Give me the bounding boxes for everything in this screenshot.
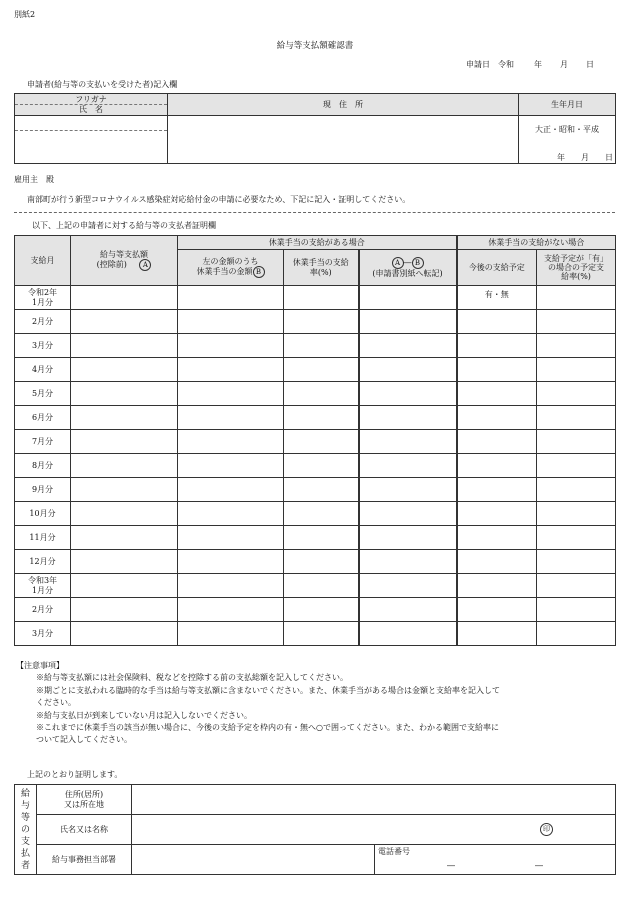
future-cell[interactable] <box>457 550 537 574</box>
mark-a-icon: A <box>139 259 151 271</box>
future-cell[interactable] <box>457 310 537 334</box>
future-cell[interactable] <box>457 286 537 310</box>
month-cell <box>15 622 71 646</box>
diff-cell[interactable] <box>359 334 457 358</box>
table-row <box>15 478 616 502</box>
table-row <box>15 406 616 430</box>
diff-cell[interactable] <box>359 478 457 502</box>
allowance-cell[interactable] <box>178 430 284 454</box>
employer-salutation: 雇用主 殿 <box>14 175 54 184</box>
furigana-name-field[interactable] <box>15 116 168 164</box>
allowance-cell[interactable] <box>178 502 284 526</box>
future-rate-cell[interactable] <box>537 286 616 310</box>
table-row <box>15 382 616 406</box>
future-cell[interactable] <box>457 502 537 526</box>
month-cell <box>15 454 71 478</box>
phone-dash-1: ― <box>447 860 455 870</box>
future-rate-cell[interactable] <box>537 622 616 646</box>
note-4: ※これまでに休業手当の該当が無い場合に、今後の支給予定を枠内の有・無へ○で囲ってください。また、わかる範囲で支給率に <box>36 723 499 733</box>
rate-cell[interactable] <box>284 454 359 478</box>
request-date-label: 申請日 <box>466 60 490 69</box>
salary-cell[interactable] <box>71 574 178 598</box>
col-rate-l1: 休業手当の支給 <box>292 258 349 268</box>
address-header: 現 住 所 <box>168 94 519 116</box>
payer-side-char: 等 <box>20 812 30 823</box>
future-rate-cell[interactable] <box>537 526 616 550</box>
request-date-month: 月 <box>560 60 568 69</box>
month-cell <box>15 550 71 574</box>
diff-cell[interactable] <box>359 574 457 598</box>
rate-cell[interactable] <box>284 550 359 574</box>
future-rate-cell[interactable] <box>537 406 616 430</box>
rate-cell[interactable] <box>284 382 359 406</box>
future-rate-cell[interactable] <box>537 574 616 598</box>
yes-no-choice[interactable]: 有・無 <box>484 290 509 299</box>
future-cell[interactable] <box>457 358 537 382</box>
salary-cell[interactable] <box>71 286 178 310</box>
allowance-cell[interactable] <box>178 406 284 430</box>
salary-cell[interactable] <box>71 358 178 382</box>
month-cell <box>15 430 71 454</box>
diff-cell[interactable] <box>359 622 457 646</box>
diff-cell[interactable] <box>359 382 457 406</box>
diff-cell[interactable] <box>359 454 457 478</box>
allowance-cell[interactable] <box>178 478 284 502</box>
col-future-rate-l3: 給率(%) <box>561 272 591 282</box>
month-label: 2月分 <box>31 604 54 614</box>
rate-cell[interactable] <box>284 526 359 550</box>
birth-day: 日 <box>605 152 613 162</box>
month-cell <box>15 406 71 430</box>
request-date-day: 日 <box>586 60 594 69</box>
table-row <box>15 334 616 358</box>
notes-heading: 【注意事項】 <box>16 661 64 670</box>
address-field[interactable] <box>168 116 519 164</box>
diff-cell[interactable] <box>359 430 457 454</box>
salary-cell[interactable] <box>71 550 178 574</box>
attachment-label: 別紙2 <box>14 10 36 19</box>
rate-cell[interactable] <box>284 598 359 622</box>
diff-cell[interactable] <box>359 406 457 430</box>
applicant-section-title: 申請者(給与等の支払いを受けた者)記入欄 <box>27 80 178 89</box>
month-label: 7月分 <box>31 436 54 446</box>
salary-cell[interactable] <box>71 622 178 646</box>
month-label: 9月分 <box>31 484 54 494</box>
month-cell <box>15 382 71 406</box>
month-label-sub: 1月分 <box>31 297 54 307</box>
rate-cell[interactable] <box>284 430 359 454</box>
note-4-cont: ついて記入してください。 <box>36 735 132 745</box>
table-row <box>15 574 616 598</box>
payer-side-char: 給 <box>20 788 30 799</box>
future-rate-cell[interactable] <box>537 502 616 526</box>
col-month-header: 支給月 <box>15 236 71 286</box>
request-date-era: 令和 <box>498 60 514 69</box>
diff-cell[interactable] <box>359 550 457 574</box>
month-cell <box>15 574 71 598</box>
mark-b-diff-icon: B <box>412 257 424 269</box>
diff-cell[interactable] <box>359 598 457 622</box>
note-3: ※給与支払日が到来していない月は記入しないでください。 <box>36 710 252 720</box>
payer-side-char: 払 <box>20 848 30 859</box>
furigana-label: フリガナ <box>15 95 167 105</box>
future-cell[interactable] <box>457 430 537 454</box>
month-label: 10月分 <box>29 508 56 518</box>
col-future-rate-l2: の場合の予定支 <box>548 262 604 272</box>
phone-label: 電話番号 <box>378 847 410 856</box>
salary-cell[interactable] <box>71 502 178 526</box>
table-row <box>15 502 616 526</box>
future-cell[interactable] <box>457 598 537 622</box>
payer-side-char: 者 <box>20 860 30 871</box>
table-row <box>15 622 616 646</box>
month-label-sub: 1月分 <box>31 585 54 595</box>
rate-cell[interactable] <box>284 622 359 646</box>
note-2-cont: ください。 <box>36 698 76 708</box>
col-salary-l2: (控除前) <box>96 260 127 270</box>
month-label: 5月分 <box>31 388 54 398</box>
col-rate-l2: 率(%) <box>309 267 332 277</box>
future-cell[interactable] <box>457 334 537 358</box>
future-cell[interactable] <box>457 622 537 646</box>
col-salary-header <box>71 236 178 286</box>
month-cell <box>15 286 71 310</box>
rate-cell[interactable] <box>284 574 359 598</box>
allowance-cell[interactable] <box>178 334 284 358</box>
month-label: 令和2年 <box>27 288 58 298</box>
birth-field[interactable] <box>519 116 616 164</box>
request-text: 南部町が行う新型コロナウイルス感染症対応給付金の申請に必要なため、下記に記入・証明してください。 <box>27 195 411 204</box>
payer-name-label: 氏名又は名称 <box>37 815 132 845</box>
allowance-cell[interactable] <box>178 574 284 598</box>
col-allowance-l1: 左の金額のうち <box>202 256 259 266</box>
seal-icon: 印 <box>540 823 553 836</box>
future-rate-cell[interactable] <box>537 478 616 502</box>
payer-address-label <box>37 785 132 815</box>
salary-table <box>14 235 616 646</box>
phone-dash-2: ― <box>535 860 543 870</box>
salary-cell[interactable] <box>71 382 178 406</box>
month-cell <box>15 526 71 550</box>
salary-cell[interactable] <box>71 598 178 622</box>
request-date-year: 年 <box>534 60 542 69</box>
salary-cell[interactable] <box>71 454 178 478</box>
applicant-table <box>14 93 616 164</box>
month-label: 2月分 <box>31 316 54 326</box>
allowance-cell[interactable] <box>178 598 284 622</box>
payer-dept-field[interactable] <box>132 845 375 875</box>
col-future-header: 今後の支給予定 <box>457 250 537 286</box>
month-label: 令和3年 <box>27 576 58 586</box>
table-row <box>15 286 616 310</box>
allowance-cell[interactable] <box>178 622 284 646</box>
rate-cell[interactable] <box>284 334 359 358</box>
payer-address-l1: 住所(居所) <box>64 790 104 800</box>
month-cell <box>15 358 71 382</box>
birth-year: 年 <box>557 152 565 162</box>
table-row <box>15 430 616 454</box>
col-diff-dash: ― <box>403 257 412 267</box>
diff-cell[interactable] <box>359 502 457 526</box>
col-allowance-header <box>178 250 284 286</box>
salary-cell[interactable] <box>71 334 178 358</box>
month-label: 4月分 <box>31 364 54 374</box>
mark-b-icon: B <box>253 266 265 278</box>
col-rate-header <box>284 250 359 286</box>
allowance-cell[interactable] <box>178 550 284 574</box>
month-label: 6月分 <box>31 412 54 422</box>
mark-a-diff-icon: A <box>392 257 404 269</box>
salary-cell[interactable] <box>71 310 178 334</box>
month-label: 3月分 <box>31 340 54 350</box>
diff-cell[interactable] <box>359 526 457 550</box>
payer-side-char: 支 <box>20 836 30 847</box>
month-cell <box>15 334 71 358</box>
future-rate-cell[interactable] <box>537 598 616 622</box>
request-date <box>466 60 616 70</box>
note-2: ※期ごとに支払われる臨時的な手当は給与等支払額に含まないでください。また、休業手当がある場合は金額と支給率を記入して <box>36 685 500 695</box>
col-salary-l1: 給与等支払額 <box>100 249 148 259</box>
payer-table <box>14 784 616 875</box>
allowance-cell[interactable] <box>178 358 284 382</box>
col-diff-l2: (申請書別紙へ転記) <box>372 268 443 278</box>
table-row <box>15 550 616 574</box>
future-cell[interactable] <box>457 382 537 406</box>
certify-text: 上記のとおり証明します。 <box>27 770 123 779</box>
future-rate-cell[interactable] <box>537 550 616 574</box>
future-rate-cell[interactable] <box>537 382 616 406</box>
month-cell <box>15 598 71 622</box>
salary-cell[interactable] <box>71 430 178 454</box>
future-rate-cell[interactable] <box>537 430 616 454</box>
allowance-cell[interactable] <box>178 454 284 478</box>
future-rate-cell[interactable] <box>537 454 616 478</box>
payer-address-field[interactable] <box>132 785 616 815</box>
table-row <box>15 310 616 334</box>
group-without-allowance: 休業手当の支給がない場合 <box>457 236 616 250</box>
allowance-cell[interactable] <box>178 310 284 334</box>
salary-cell[interactable] <box>71 526 178 550</box>
future-rate-cell[interactable] <box>537 310 616 334</box>
group-with-allowance: 休業手当の支給がある場合 <box>178 236 457 250</box>
allowance-cell[interactable] <box>178 382 284 406</box>
future-cell[interactable] <box>457 526 537 550</box>
salary-cell[interactable] <box>71 406 178 430</box>
name-label: 氏 名 <box>79 105 103 114</box>
table-row <box>15 454 616 478</box>
payer-dept-label: 給与事務担当部署 <box>37 845 132 875</box>
salary-cell[interactable] <box>71 478 178 502</box>
payer-side-char: 与 <box>20 800 30 811</box>
birth-month: 月 <box>581 152 589 162</box>
month-cell <box>15 310 71 334</box>
payer-name-field[interactable] <box>132 815 616 845</box>
table-row <box>15 598 616 622</box>
table-row <box>15 526 616 550</box>
month-rows <box>15 286 616 646</box>
month-cell <box>15 502 71 526</box>
rate-cell[interactable] <box>284 406 359 430</box>
note-1: ※給与等支払額には社会保険料、税などを控除する前の支払総額を記入してください。 <box>36 673 348 683</box>
rate-cell[interactable] <box>284 502 359 526</box>
notes-block <box>16 660 616 747</box>
col-future-rate-header <box>537 250 616 286</box>
separator-line <box>14 212 615 213</box>
future-cell[interactable] <box>457 454 537 478</box>
future-rate-cell[interactable] <box>537 358 616 382</box>
month-label: 3月分 <box>31 628 54 638</box>
rate-cell[interactable] <box>284 478 359 502</box>
birth-header: 生年月日 <box>519 94 616 116</box>
page-title: 給与等支払額確認書 <box>276 41 354 51</box>
birth-eras: 大正・昭和・平成 <box>535 125 599 134</box>
certificate-section-title: 以下、上記の申請者に対する給与等の支払者証明欄 <box>32 221 216 230</box>
future-cell[interactable] <box>457 478 537 502</box>
month-label: 11月分 <box>29 532 56 542</box>
rate-cell[interactable] <box>284 358 359 382</box>
month-label: 8月分 <box>31 460 54 470</box>
diff-cell[interactable] <box>359 310 457 334</box>
rate-cell[interactable] <box>284 286 359 310</box>
month-label: 12月分 <box>29 556 56 566</box>
diff-cell[interactable] <box>359 286 457 310</box>
month-cell <box>15 478 71 502</box>
payer-address-l2: 又は所在地 <box>64 799 104 809</box>
rate-cell[interactable] <box>284 310 359 334</box>
future-cell[interactable] <box>457 574 537 598</box>
payer-side-char: の <box>20 824 30 835</box>
col-allowance-l2: 休業手当の金額 <box>196 267 253 277</box>
payer-side-label <box>15 785 37 875</box>
diff-cell[interactable] <box>359 358 457 382</box>
future-cell[interactable] <box>457 406 537 430</box>
payer-phone-field[interactable] <box>375 845 616 875</box>
allowance-cell[interactable] <box>178 526 284 550</box>
future-rate-cell[interactable] <box>537 334 616 358</box>
allowance-cell[interactable] <box>178 286 284 310</box>
table-row <box>15 358 616 382</box>
furigana-name-header <box>15 94 168 116</box>
col-future-rate-l1: 支給予定が「有」 <box>544 253 608 263</box>
col-diff-header <box>359 250 457 286</box>
